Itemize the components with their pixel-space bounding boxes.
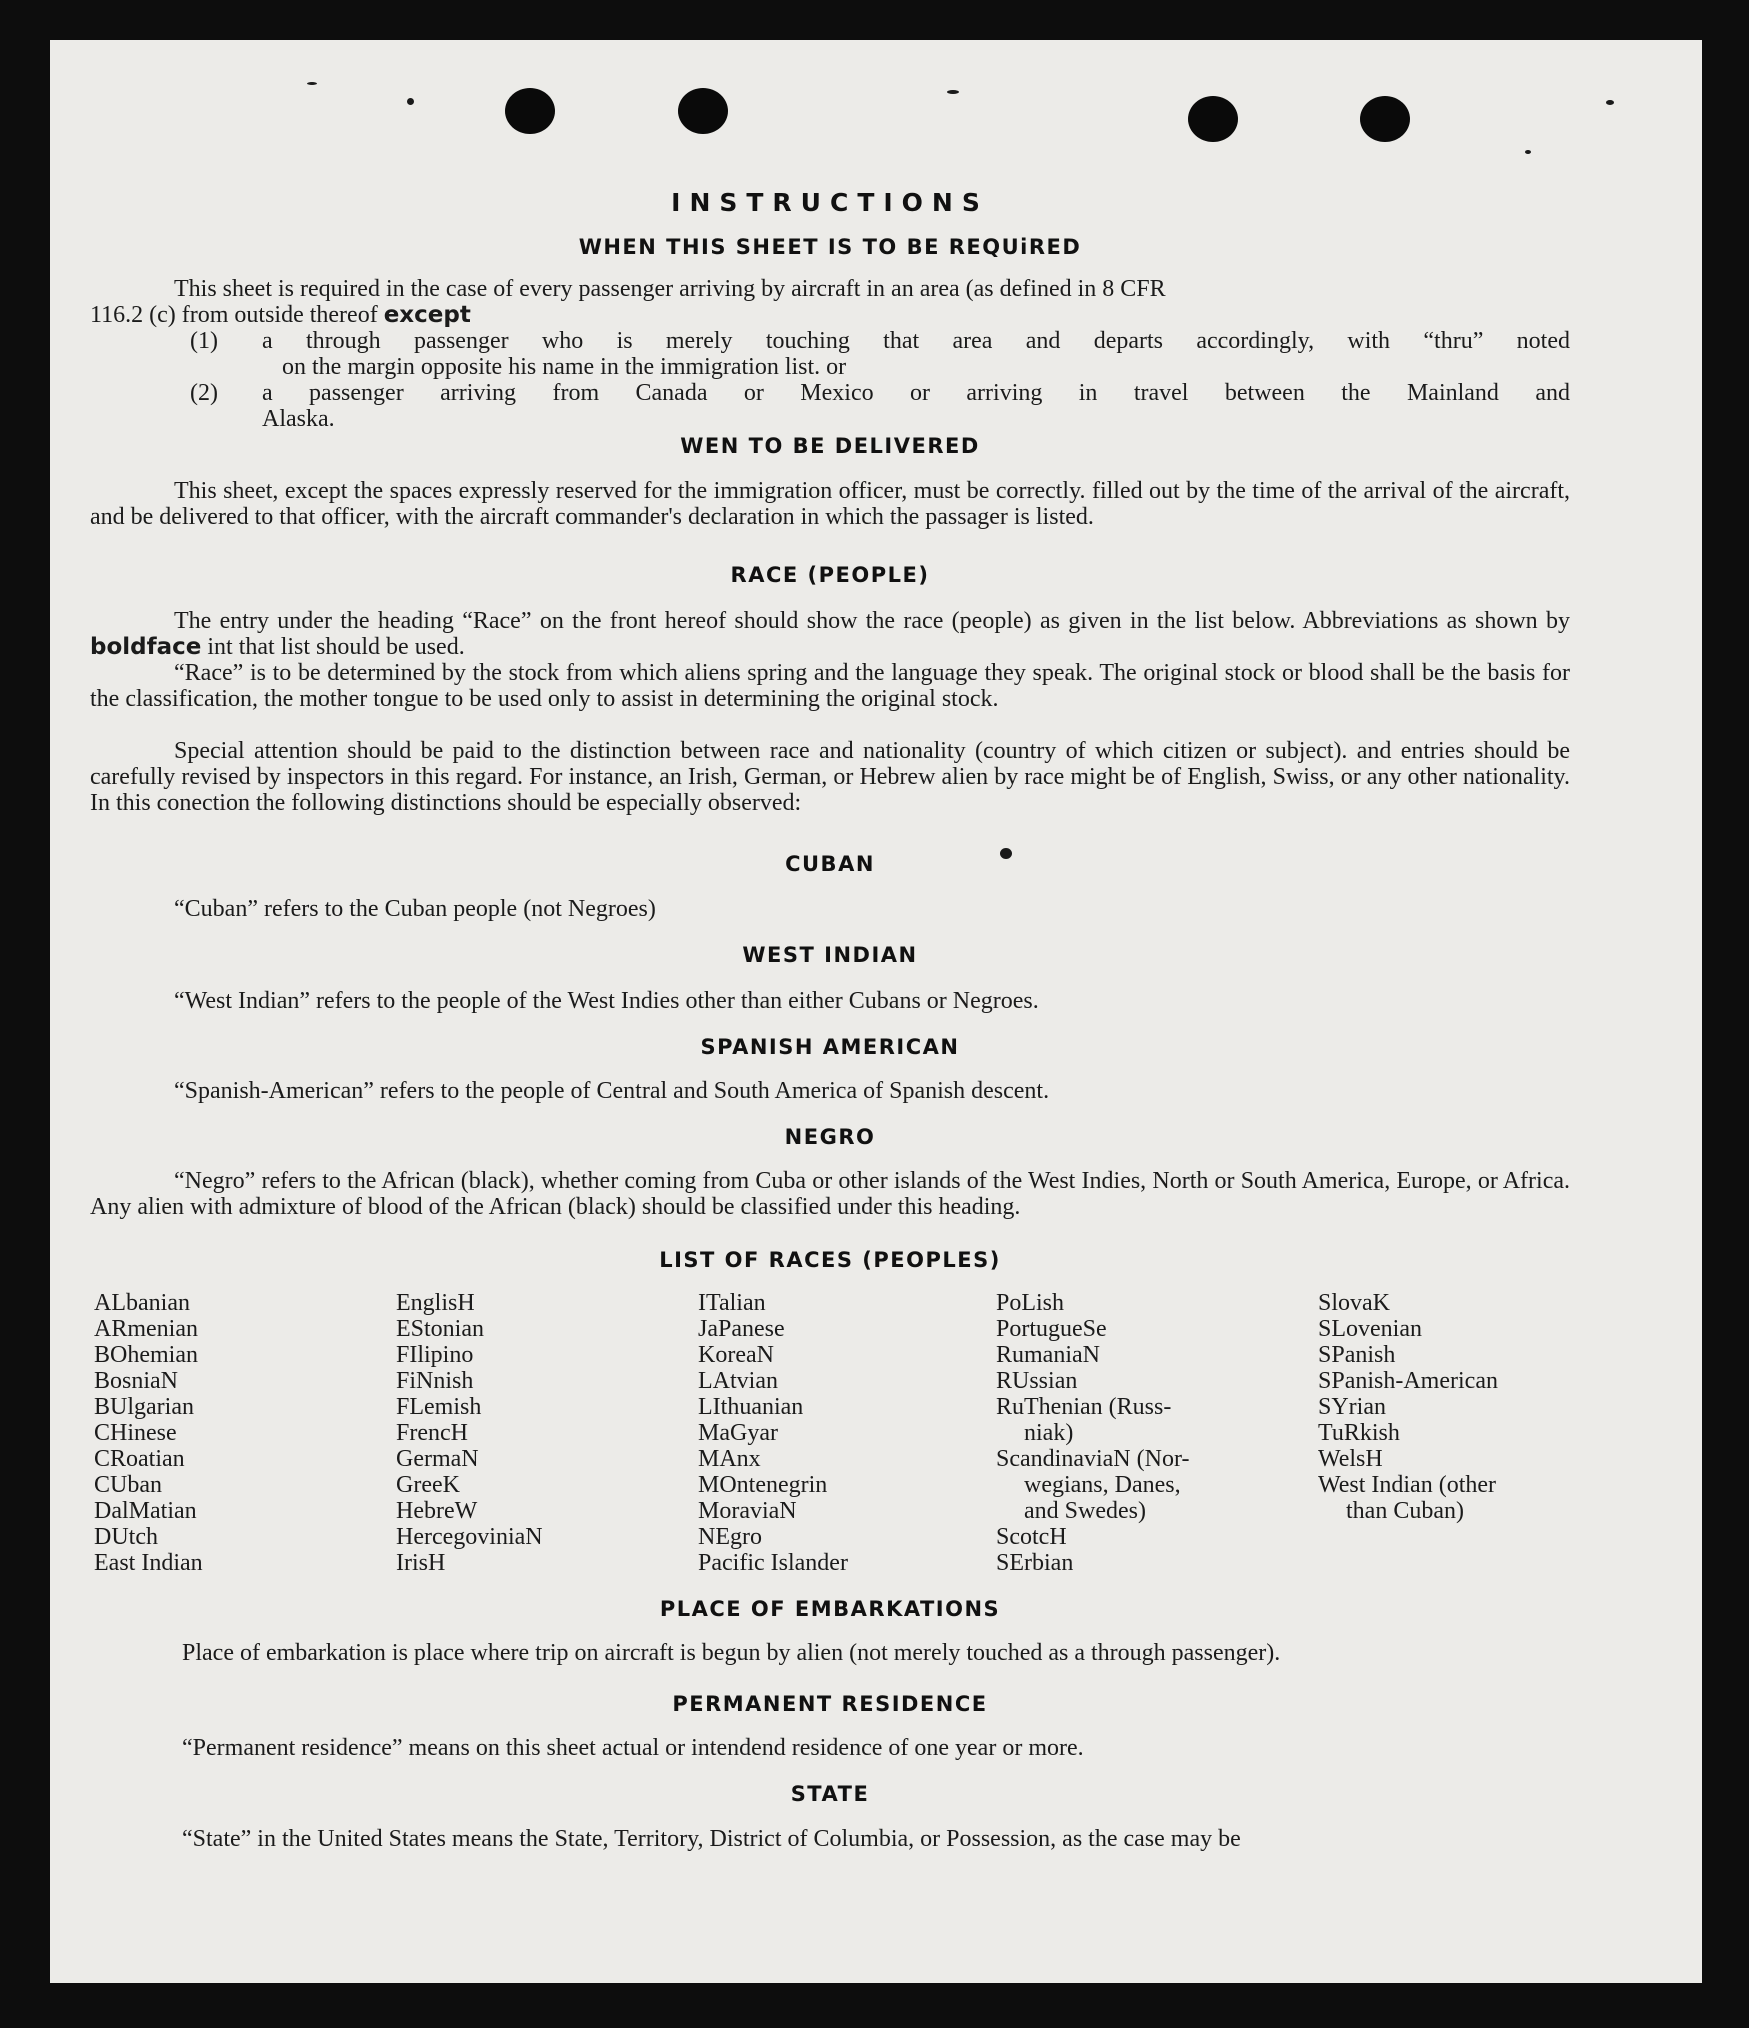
race-entry: East Indian bbox=[94, 1550, 203, 1576]
race-entry: CUban bbox=[94, 1472, 162, 1498]
speck bbox=[947, 90, 959, 94]
race-entry: FIlipino bbox=[396, 1342, 474, 1368]
race-paragraph-1: The entry under the heading “Race” on the front hereof should show the race (people) as given in the list below. Abbreviations as shown by boldface int that list should be used. bbox=[90, 608, 1570, 660]
section-heading-negro: NEGRO bbox=[784, 1125, 876, 1149]
race-entry: ScandinaviaN (Nor- bbox=[996, 1446, 1190, 1472]
race-entry: MOntenegrin bbox=[698, 1472, 828, 1498]
race-entry: than Cuban) bbox=[1346, 1498, 1464, 1524]
section-heading-spanish-american: SPANISH AMERICAN bbox=[700, 1035, 960, 1059]
race-paragraph-2: “Race” is to be determined by the stock from which aliens spring and the language they speak. The original stock or blood shall be the basis for the classification, the mother tongue to be used only to assist in determining the original stock. bbox=[90, 660, 1570, 712]
section-heading-cuban: CUBAN bbox=[785, 852, 875, 876]
race-entry: SlovaK bbox=[1318, 1290, 1390, 1316]
race-entry: ITalian bbox=[698, 1290, 766, 1316]
speck bbox=[307, 82, 317, 85]
race-entry: KoreaN bbox=[698, 1342, 774, 1368]
residence-text: “Permanent residence” means on this sheet actual or intendend residence of one year or more. bbox=[182, 1735, 1084, 1761]
race-entry: SPanish-American bbox=[1318, 1368, 1498, 1394]
state-text: “State” in the United States means the State, Territory, District of Columbia, or Possession, as the case may be bbox=[182, 1826, 1241, 1852]
race-entry: BOhemian bbox=[94, 1342, 198, 1368]
speck bbox=[407, 98, 414, 105]
race-entry: ScotcH bbox=[996, 1524, 1067, 1550]
race-entry: wegians, Danes, bbox=[1024, 1472, 1181, 1498]
race-entry: BosniaN bbox=[94, 1368, 178, 1394]
race-list-column-2 bbox=[396, 1290, 543, 1576]
race-entry: CRoatian bbox=[94, 1446, 185, 1472]
section-heading-required: WHEN THIS SHEET IS TO BE REQUiRED bbox=[578, 235, 1082, 259]
race-entry: BUlgarian bbox=[94, 1394, 194, 1420]
race-entry: RumaniaN bbox=[996, 1342, 1100, 1368]
punch-hole bbox=[1188, 96, 1238, 142]
punch-hole bbox=[678, 88, 728, 134]
race-entry: RuThenian (Russ- bbox=[996, 1394, 1172, 1420]
race-list-column-1 bbox=[94, 1290, 203, 1576]
speck bbox=[1525, 150, 1531, 154]
section-heading-race: RACE (PEOPLE) bbox=[730, 563, 930, 587]
race-entry: SPanish bbox=[1318, 1342, 1396, 1368]
race-list-column-3 bbox=[698, 1290, 848, 1576]
section-heading-west-indian: WEST INDIAN bbox=[742, 943, 918, 967]
document-sheet: INSTRUCTIONS WHEN THIS SHEET IS TO BE REQUiRED This sheet is required in the case of every passenger arriving by aircraft in an area (as defined in 8 CFR 116.2 (c) from outside thereof except (1) a through passenger who is merely touching that area and departs accordingly, with “thru” noted on the margin opposite his name in the immigration list. or (2) a passenger arriving from Canada or Mexico or arriving in travel between the Mainland and Alaska. WEN TO BE DELIVERED This sheet, except the spaces expressly reserved for the immigration officer, must be correctly. filled out by the time of the arrival of the aircraft, and be delivered to that officer, with the aircraft commander's declaration in which the passager is listed. RACE (PEOPLE) The entry under the heading “Race” on the front hereof should show the race (people) as given in the list below. Abbreviations as shown by boldface int that list should be used. “Race” is to be determined by the stock from which aliens spring and the language they speak. The original stock or blood shall be the basis for the classification, the mother tongue to be used only to assist in determining the original stock. Special attention should be paid to the distinction between race and nationality (country of which citizen or subject). and entries should be carefully revised by inspectors in this regard. For instance, an Irish, German, or Hebrew alien by race might be of English, Swiss, or any other nationality. In this conection the following distinctions should be especially observed: CUBAN “Cuban” refers to the Cuban people (not Negroes) WEST INDIAN “West Indian” refers to the people of the West Indies other than either Cubans or Negroes. SPANISH AMERICAN “Spanish-American” refers to the people of Central and South America of Spanish descent. NEGRO “Negro” refers to the African (black), whether coming from Cuba or other islands of the West Indies, North or South America, Europe, or Africa. Any alien with admixture of blood of the African (black) should be classified under this heading. LIST OF RACES (PEOPLES) ALbanian ARmenian BOhemian BosniaN BUlgarian CHinese CRoatian CUban DalMatian DUtch East Indian EnglisH EStonian FIlipino FiNnish FLemish FrencH GermaN GreeK HebreW HercegoviniaN IrisH ITalian JaPanese KoreaN LAtvian LIthuanian MaGyar MAnx MOntenegrin MoraviaN NEgro Pacific Islander PoLish PortugueSe RumaniaN RUssian RuThenian (Russ- niak) ScandinaviaN (Nor- wegians, Danes, and Swedes) ScotcH SErbian SlovaK SLovenian SPanish SPanish-American SYrian TuRkish WelsH West Indian (other than Cuban) PLACE OF EMBARKATIONS Place of embarkation is place where trip on aircraft is begun by alien (not merely touched as a through passenger). PERMANENT RESIDENCE “Permanent residence” means on this sheet actual or intendend residence of one year or more. STATE “State” in the United States means the State, Territory, District of Columbia, or Possession, as the case may be bbox=[50, 40, 1702, 1983]
race-entry: FiNnish bbox=[396, 1368, 474, 1394]
page-title: INSTRUCTIONS bbox=[671, 188, 989, 217]
race-entry: West Indian (other bbox=[1318, 1472, 1497, 1498]
race-entry: RUssian bbox=[996, 1368, 1078, 1394]
race-entry: SErbian bbox=[996, 1550, 1074, 1576]
cuban-text: “Cuban” refers to the Cuban people (not Negroes) bbox=[174, 896, 656, 922]
section-heading-residence: PERMANENT RESIDENCE bbox=[672, 1692, 988, 1716]
race-entry: FrencH bbox=[396, 1420, 468, 1446]
race-entry: JaPanese bbox=[698, 1316, 785, 1342]
race-entry: MoraviaN bbox=[698, 1498, 797, 1524]
delivered-text: This sheet, except the spaces expressly reserved for the immigration officer, must be correctly. filled out by the time of the arrival of the aircraft, and be delivered to that officer, with the aircraft commander's declaration in which the passager is listed. bbox=[90, 478, 1570, 530]
race-entry: SLovenian bbox=[1318, 1316, 1422, 1342]
race-paragraph-3: Special attention should be paid to the distinction between race and nationality (country of which citizen or subject). and entries should be carefully revised by inspectors in this regard. For instance, an Irish, German, or Hebrew alien by race might be of English, Swiss, or any other nationality. In this conection the following distinctions should be especially observed: bbox=[90, 738, 1570, 816]
race-entry: HercegoviniaN bbox=[396, 1524, 543, 1550]
section-heading-list: LIST OF RACES (PEOPLES) bbox=[659, 1248, 1001, 1272]
race-entry: IrisH bbox=[396, 1550, 446, 1576]
embarkation-text: Place of embarkation is place where trip on aircraft is begun by alien (not merely touched as a through passenger). bbox=[182, 1640, 1281, 1666]
speck bbox=[1606, 100, 1614, 105]
race-entry: ARmenian bbox=[94, 1316, 198, 1342]
race-entry: EnglisH bbox=[396, 1290, 475, 1316]
west-indian-text: “West Indian” refers to the people of the West Indies other than either Cubans or Negroes. bbox=[174, 988, 1039, 1014]
race-entry: EStonian bbox=[396, 1316, 484, 1342]
race-entry: CHinese bbox=[94, 1420, 177, 1446]
race-entry: PoLish bbox=[996, 1290, 1065, 1316]
race-entry: and Swedes) bbox=[1024, 1498, 1146, 1524]
race-entry: WelsH bbox=[1318, 1446, 1383, 1472]
race-entry: Pacific Islander bbox=[698, 1550, 848, 1576]
spanish-american-text: “Spanish-American” refers to the people of Central and South America of Spanish descent. bbox=[174, 1078, 1050, 1104]
race-entry: NEgro bbox=[698, 1524, 762, 1550]
race-entry: HebreW bbox=[396, 1498, 478, 1524]
negro-text: “Negro” refers to the African (black), whether coming from Cuba or other islands of the West Indies, North or South America, Europe, or Africa. Any alien with admixture of blood of the African (black) should be classified under this heading. bbox=[90, 1168, 1570, 1220]
race-entry: MaGyar bbox=[698, 1420, 778, 1446]
section-heading-state: STATE bbox=[790, 1782, 870, 1806]
race-entry: DUtch bbox=[94, 1524, 158, 1550]
race-list-column-4 bbox=[996, 1290, 1189, 1576]
race-list-column-5 bbox=[1318, 1290, 1498, 1524]
race-entry: LAtvian bbox=[698, 1368, 778, 1394]
race-entry: GermaN bbox=[396, 1446, 479, 1472]
race-entry: FLemish bbox=[396, 1394, 482, 1420]
section-heading-delivered: WEN TO BE DELIVERED bbox=[680, 434, 980, 458]
race-entry: LIthuanian bbox=[698, 1394, 804, 1420]
race-entry: niak) bbox=[1024, 1420, 1074, 1446]
punch-hole bbox=[505, 88, 555, 134]
required-intro-line2: 116.2 (c) from outside thereof except bbox=[90, 302, 471, 328]
race-entry: GreeK bbox=[396, 1472, 460, 1498]
section-heading-embarkation: PLACE OF EMBARKATIONS bbox=[659, 1597, 1001, 1621]
race-entry: TuRkish bbox=[1318, 1420, 1400, 1446]
race-entry: MAnx bbox=[698, 1446, 761, 1472]
race-entry: SYrian bbox=[1318, 1394, 1386, 1420]
punch-hole bbox=[1360, 96, 1410, 142]
race-entry: ALbanian bbox=[94, 1290, 190, 1316]
race-entry: PortugueSe bbox=[996, 1316, 1107, 1342]
required-intro: This sheet is required in the case of every passenger arriving by aircraft in an area (as defined in 8 CFR bbox=[174, 276, 1166, 302]
race-entry: DalMatian bbox=[94, 1498, 197, 1524]
